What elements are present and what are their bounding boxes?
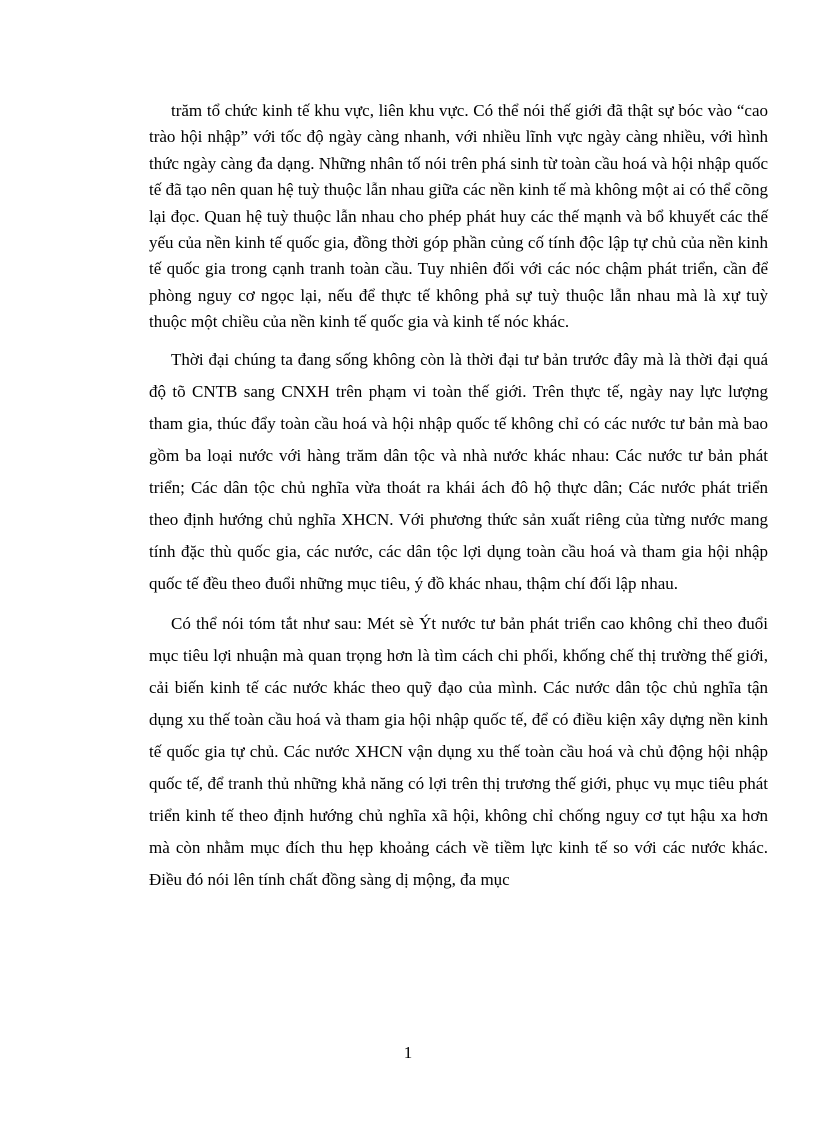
paragraph-1: trăm tổ chức kinh tế khu vực, liên khu vực. Có thể nói thế giới đã thật sự bóc vào “cao trào hội nhập” với tốc độ ngày càng nhanh, với nhiều lĩnh vực ngày càng nhiều, với hình thức ngày càng đa dạng. Những nhân tố nói trên phá sinh từ toàn cầu hoá và hội nhập quốc tế đã tạo nên quan hệ tuỳ thuộc lẫn nhau giữa các nền kinh tế mà không một ai có thể cõng lại đọc. Quan hệ tuỳ thuộc lẫn nhau cho phép phát huy các thế mạnh và bổ khuyết các thế yếu của nền kinh tế quốc gia, đồng thời góp phần củng cố tính độc lập tự chủ của nền kinh tế quốc gia trong cạnh tranh toàn cầu. Tuy nhiên đối với các nóc chậm phát triển, cần để phòng nguy cơ ngọc lại, nếu để thực tế không phả sự tuỳ thuộc lẫn nhau mà là xự tuỳ thuộc một chiều của nền kinh tế quốc gia và kinh tế nóc khác. xyxy=(149,101,768,332)
paragraph-3: Có thể nói tóm tắt như sau: Mét sè Ýt nước tư bản phát triển cao không chỉ theo đuổi mục tiêu lợi nhuận mà quan trọng hơn là tìm cách chi phối, khống chế thị trường thế giới, cải biến kinh tế các nước khác theo quỹ đạo của mình. Các nước dân tộc chủ nghĩa tận dụng xu thế toàn cầu hoá và tham gia hội nhập quốc tế, để có điều kiện xây dựng nền kinh tế quốc gia tự chủ. Các nước XHCN vận dụng xu thế toàn cầu hoá và chủ động hội nhập quốc tế, để tranh thủ những khả năng có lợi trên thị trương thế giới, phục vụ mục tiêu phát triển kinh tế theo định hướng chủ nghĩa xã hội, không chỉ chống nguy cơ tụt hậu xa hơn mà còn nhằm mục đích thu hẹp khoảng cách về tiềm lực kinh tế so với các nước khác. Điều đó nói lên tính chất đồng sàng dị mộng, đa mục xyxy=(149,613,768,889)
paragraph-2: Thời đại chúng ta đang sống không còn là thời đại tư bản trước đây mà là thời đại quá độ tõ CNTB sang CNXH trên phạm vi toàn thế giới. Trên thực tế, ngày nay lực lượng tham gia, thúc đẩy toàn cầu hoá và hội nhập quốc tế không chỉ có các nước tư bản mà bao gồm ba loại nước với hàng trăm dân tộc và nhà nước khác nhau: Các nước tư bản phát triển; Các dân tộc chủ nghĩa vừa thoát ra khái ách đô hộ thực dân; Các nước phát triển theo định hướng chủ nghĩa XHCN. Với phương thức sản xuất riêng của từng nước mang tính đặc thù quốc gia, các nước, các dân tộc lợi dụng toàn cầu hoá và tham gia hội nhập quốc tế đều theo đuổi những mục tiêu, ý đồ khác nhau, thậm chí đối lập nhau. xyxy=(149,349,768,593)
body-text xyxy=(149,98,768,896)
page-number: 1 xyxy=(403,1043,413,1062)
